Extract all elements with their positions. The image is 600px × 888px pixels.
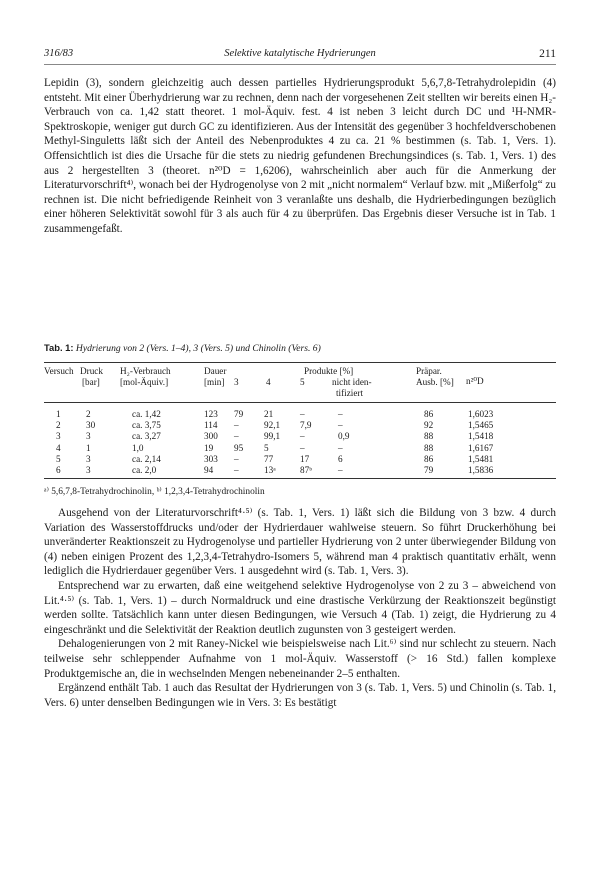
col-header-praep: Präpar. [416, 366, 442, 376]
cell-versuch: 2 [56, 420, 61, 431]
cell-versuch: 6 [56, 465, 61, 475]
cell-prod-5: 87ᵇ [300, 465, 313, 475]
cell-refractive-index: 1,6167 [468, 442, 494, 453]
cell-h2-verbrauch: ca. 3,27 [132, 431, 161, 442]
cell-prod-4: 13ᵃ [264, 465, 276, 475]
cell-ausbeute: 88 [424, 431, 434, 442]
cell-prod-4: 77 [264, 453, 274, 464]
cell-h2-verbrauch: ca. 1,42 [132, 409, 161, 419]
cell-h2-verbrauch: ca. 2,0 [132, 465, 157, 475]
cell-prod-5: 17 [300, 453, 310, 464]
cell-dauer: 123 [204, 409, 218, 419]
col-header-ausb: Ausb. [%] [416, 377, 454, 387]
cell-nicht-identifiziert: – [338, 442, 343, 453]
cell-druck: 1 [86, 442, 91, 453]
body-paragraph-1: Ausgehend von der Literaturvorschrift⁴·⁵⁾ (s. Tab. 1, Vers. 1) läßt sich die Bildung von 3 bzw. 4 durch Variation des Wasserstoffdrucks und/oder der Hydrierdauer wahlweise steuern. So führt Druckerhöhung bei unveränderter Reaktionszeit zu Hydrogenolyse und partieller Hydrierung von 2 unter überwiegender Bildung von (4) neben einigen Prozent des 1,2,3,4-Tetrahydro-Isomers 5, während man 4 praktisch quantitativ erhält, wenn lediglich die Hydrierdauer gegenüber Vers. 1 ausgedehnt wird (s. Tab. 1, Vers. 3). [44, 507, 556, 578]
cell-druck: 3 [86, 465, 91, 475]
cell-h2-verbrauch: 1,0 [132, 442, 144, 453]
header-rule [44, 64, 556, 65]
table-footnote: ᵃ⁾ 5,6,7,8-Tetrahydrochinolin, ᵇ⁾ 1,2,3,4-Tetrahydrochinolin [44, 487, 265, 497]
cell-versuch: 1 [56, 409, 61, 419]
cell-dauer: 303 [204, 453, 218, 464]
col-header-dauer: Dauer [204, 366, 227, 376]
cell-ausbeute: 79 [424, 465, 434, 475]
cell-nicht-identifiziert: – [338, 465, 343, 475]
cell-prod-3: – [234, 420, 239, 431]
table-bottom-rule [44, 478, 556, 479]
cell-versuch: 3 [56, 431, 61, 442]
cell-ausbeute: 88 [424, 442, 434, 453]
cell-prod-3: – [234, 453, 239, 464]
cell-refractive-index: 1,5418 [468, 431, 494, 442]
cell-prod-5: – [300, 442, 305, 453]
cell-dauer: 300 [204, 431, 218, 442]
cell-prod-4: 21 [264, 409, 274, 419]
cell-prod-4: 92,1 [264, 420, 281, 431]
cell-dauer: 19 [204, 442, 214, 453]
col-header-3: 3 [234, 377, 239, 387]
cell-prod-4: 5 [264, 442, 269, 453]
cell-refractive-index: 1,6023 [468, 409, 494, 419]
cell-prod-3: 79 [234, 409, 244, 419]
cell-dauer: 114 [204, 420, 218, 431]
col-header-4: 4 [266, 377, 271, 387]
body-text [44, 506, 556, 710]
cell-prod-3: – [234, 431, 239, 442]
cell-ausbeute: 86 [424, 453, 434, 464]
col-header-dauer-unit: [min] [204, 377, 225, 387]
intro-paragraph: Lepidin (3), sondern gleichzeitig auch dessen partielles Hydrierungsprodukt 5,6,7,8-Tetrahydrolepidin (4) entsteht. Mit einer Überhydrierung war zu rechnen, denn nach der vorgesehenen Zeit stellten wir bereits einen H₂-Verbrauch von ca. 1,42 statt theoret. 1 mol-Äquiv. fest. 4 ist neben 3 leicht durch DC und ¹H-NMR-Spektroskopie, weniger gut durch GC zu identifizieren. Aus der Intensität des gegenüber 3 hochfeldverschobenen Methyl-Singuletts läßt sich der Anteil des Nebenproduktes 4 zu ca. 21 % bestimmen (s. Tab. 1, Vers. 1). Offensichtlich ist dies die Ursache für die stets zu niedrig gefundenen Brechungsindices (s. Tab. 1, Vers. 1) des aus 2 hergestellten 3 (theoret. n²⁰D = 1,6206), wahrscheinlich aber auch für die Anmerkung der Literaturvorschrift⁴⁾, wonach bei der Hydrogenolyse von 2 mit „nicht normalem“ Verlauf bzw. mit „Mißerfolg“ zu rechnen ist. Die nicht befriedigende Reinheit von 3 veranlaßte uns deshalb, die Hydrierbedingungen bezüglich einer höheren Selektivität sowohl für 3 als auch für 4 zu überprüfen. Das Ergebnis dieser Versuche ist in Tab. 1 zusammengefaßt. [44, 77, 556, 235]
cell-druck: 3 [86, 453, 91, 464]
cell-h2-verbrauch: ca. 3,75 [132, 420, 161, 431]
col-header-produkte: Produkte [%] [304, 366, 354, 376]
body-paragraph-4: Ergänzend enthält Tab. 1 auch das Resultat der Hydrierungen von 3 (s. Tab. 1, Vers. 5) und Chinolin (s. Tab. 1, Vers. 6) unter denselben Bedingungen wie in Vers. 3: Es bestätigt [44, 682, 556, 709]
col-header-refractive-index: n²⁰D [466, 376, 484, 386]
col-header-druck: Druck [80, 366, 103, 376]
cell-refractive-index: 1,5481 [468, 453, 494, 464]
running-header [44, 48, 556, 64]
cell-druck: 3 [86, 431, 91, 442]
col-header-h2: H₂-Verbrauch [120, 366, 171, 376]
cell-versuch: 5 [56, 453, 61, 464]
cell-refractive-index: 1,5836 [468, 465, 494, 475]
cell-refractive-index: 1,5465 [468, 420, 494, 431]
body-paragraph-2: Entsprechend war zu erwarten, daß eine weitgehend selektive Hydrogenolyse von 2 zu 3 – abweichend von Lit.⁴·⁵⁾ (s. Tab. 1, Vers. 1) – durch Normaldruck und eine drastische Verkürzung der Reaktionszeit begünstigt werden sollte. Tatsächlich kann unter diesen Bedingungen, wie Versuch 4 (Tab. 1) zeigt, die Hydrierung zu 4 eingeschränkt und die Selektivität der Reaktion deutlich zugunsten von 3 gesteigert werden. [44, 579, 556, 636]
cell-prod-3: 95 [234, 442, 244, 453]
cell-prod-4: 99,1 [264, 431, 281, 442]
col-header-5: 5 [300, 377, 305, 387]
cell-prod-5: – [300, 409, 305, 419]
cell-ausbeute: 92 [424, 420, 434, 431]
issue-number: 316/83 [44, 48, 74, 59]
col-header-druck-unit: [bar] [82, 377, 100, 387]
cell-nicht-identifiziert: – [338, 409, 343, 419]
cell-druck: 2 [86, 409, 91, 419]
col-header-nicht-identifiziert-1: nicht iden- [332, 377, 372, 387]
cell-nicht-identifiziert: 0,9 [338, 431, 350, 442]
col-header-versuch: Versuch [44, 366, 74, 376]
cell-h2-verbrauch: ca. 2,14 [132, 453, 161, 464]
cell-druck: 30 [86, 420, 96, 431]
intro-text [44, 76, 556, 237]
running-title: Selektive katalytische Hydrierungen [224, 48, 376, 59]
table-header-rule [44, 402, 556, 403]
table-top-rule [44, 362, 556, 363]
cell-prod-3: – [234, 465, 239, 475]
cell-ausbeute: 86 [424, 409, 434, 419]
cell-nicht-identifiziert: – [338, 420, 343, 431]
results-table [44, 362, 556, 475]
table-caption-text: Hydrierung von 2 (Vers. 1–4), 3 (Vers. 5) und Chinolin (Vers. 6) [75, 343, 321, 354]
cell-versuch: 4 [56, 442, 61, 453]
col-header-nicht-identifiziert-2: tifiziert [336, 388, 364, 398]
col-header-h2-unit: [mol-Äquiv.] [120, 377, 169, 387]
body-paragraph-3: Dehalogenierungen von 2 mit Raney-Nickel wie beispielsweise nach Lit.⁶⁾ sind nur schlecht zu steuern. Nach teilweise sehr schleppender Aufnahme von 1 mol-Äquiv. Wasserstoff (> 16 Std.) fallen komplexe Produktgemische an, die in wechselnden Mengen nebeneinander 2–5 enthalten. [44, 638, 556, 680]
cell-nicht-identifiziert: 6 [338, 453, 343, 464]
cell-prod-5: – [300, 431, 305, 442]
table-caption [44, 342, 556, 354]
cell-dauer: 94 [204, 465, 214, 475]
cell-prod-5: 7,9 [300, 420, 312, 431]
table-caption-label: Tab. 1: [44, 342, 74, 353]
page-number: 211 [539, 48, 556, 60]
